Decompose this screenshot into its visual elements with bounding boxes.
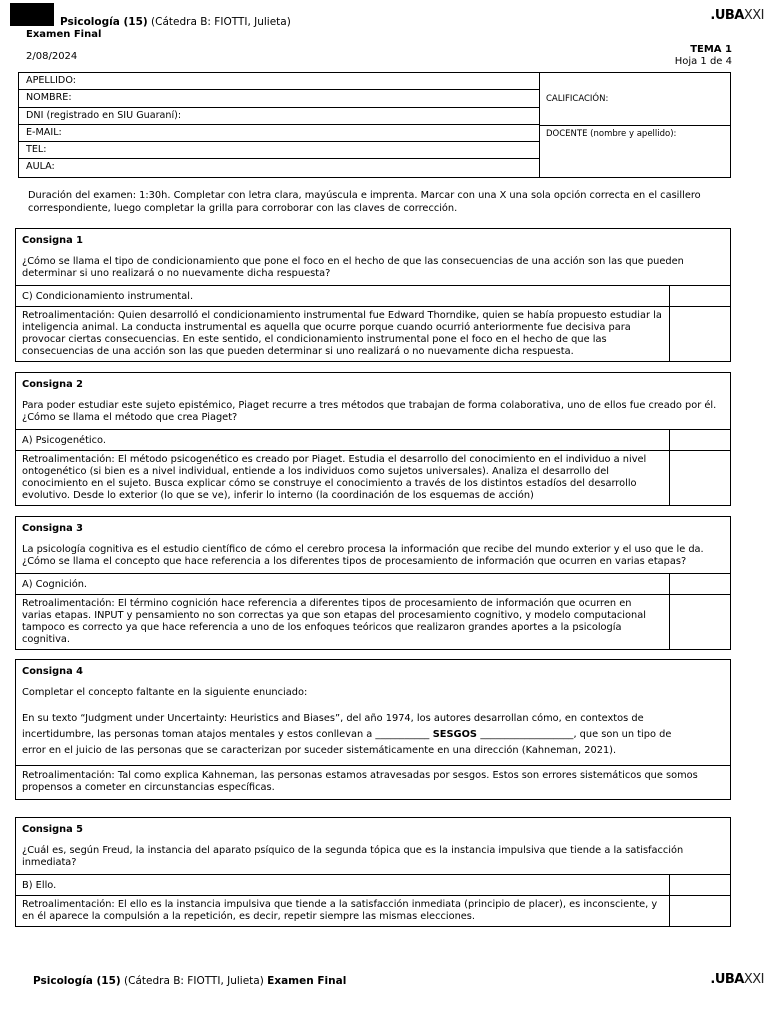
blank-after: ___________________ (480, 729, 574, 740)
student-id-form (18, 72, 731, 178)
consigna-2-question-area (16, 373, 730, 430)
answer-row (16, 286, 730, 307)
feedback-text: Retroalimentación: Quien desarrolló el condicionamiento instrumental fue Edward Thorndike, quien se había propuesto estudiar la inteligencia animal. La conducta instrumental es aquella que ocurre porque cuando ocurrió anteriormente fue decisiva para provocar ciertas consecuencias. En este sentido, el condicionamiento instrumental pone el foco en el hecho de que las consecuencias de una acción son las que pueden determinar si uno realizará o no nuevamente dicha respuesta. (22, 310, 662, 357)
feedback-row (16, 766, 730, 799)
brand-main: .UBA (710, 8, 744, 23)
consigna-3 (15, 516, 731, 650)
feedback-box[interactable] (669, 307, 730, 361)
field-aula[interactable]: AULA: (26, 161, 55, 173)
brand-suffix: XXI (743, 8, 764, 23)
consigna-title: Consigna 3 (22, 523, 83, 534)
footer-course-name: Psicología (15) (33, 975, 121, 987)
consigna-4-question-area (16, 660, 730, 766)
consigna-title: Consigna 1 (22, 235, 83, 246)
feedback-box[interactable] (669, 595, 730, 649)
statement-line-3: error en el juicio de las personas que se caracterizan por suceder sistemáticamente en una dirección (Kahneman, 2021). (22, 745, 617, 756)
fill-in-answer[interactable]: SESGOS (429, 729, 481, 740)
feedback-row (16, 307, 730, 361)
feedback-text: Retroalimentación: El término cognición hace referencia a diferentes tipos de procesamiento de información que ocurren en varias etapas. INPUT y pensamiento no son correctas ya que son etapas del procesamiento cognitivo, y modelo computacional tampoco es correcto ya que hace referencia a uno de los enfoques teóricos que realizaron grandes aportes a la psicología cognitiva. (22, 598, 646, 645)
tema-label: TEMA 1 (690, 44, 732, 55)
course-chair: (Cátedra B: FIOTTI, Julieta) (151, 16, 291, 28)
exam-instructions: Duración del examen: 1:30h. Completar con letra clara, mayúscula e imprenta. Marcar con una X una sola opción correcta en el casillero correspondiente, luego completar la grilla para corroborar con las claves de corrección. (28, 190, 701, 214)
answer-checkbox[interactable] (669, 875, 730, 895)
consigna-5 (15, 817, 731, 927)
answer-text: B) Ello. (22, 880, 57, 891)
consigna-2 (15, 372, 731, 506)
consigna-5-question-area (16, 818, 730, 875)
footer-course-title (33, 975, 346, 987)
answer-row (16, 574, 730, 595)
footer-brand-main: .UBA (710, 972, 744, 987)
answer-checkbox[interactable] (669, 430, 730, 450)
answer-text: C) Condicionamiento instrumental. (22, 291, 194, 302)
statement-line-1: En su texto “Judgment under Uncertainty: Heuristics and Biases”, del año 1974, los autores desarrollan cómo, en contextos de (22, 713, 644, 724)
uba-logo (10, 3, 54, 26)
answer-row (16, 875, 730, 896)
line-2-end: , que son un tipo de (573, 729, 672, 740)
consigna-question: ¿Cómo se llama el tipo de condicionamiento que pone el foco en el hecho de que las consecuencias de una acción son las que pueden determinar si uno realizará o no nuevamente dicha respuesta? (22, 256, 684, 279)
feedback-box[interactable] (669, 896, 730, 926)
consigna-title: Consigna 2 (22, 379, 83, 390)
uba-xxi-brand (710, 8, 764, 23)
consigna-question: La psicología cognitiva es el estudio científico de cómo el cerebro procesa la información que recibe del mundo exterior y el uso que le da. ¿Cómo se llama el concepto que hace referencia a los diferentes tipos de procesamiento de información que ocurren en varias etapas? (22, 544, 704, 567)
exam-type: Examen Final (26, 29, 102, 40)
answer-text: A) Psicogenético. (22, 435, 106, 446)
answer-row (16, 430, 730, 451)
answer-checkbox[interactable] (669, 286, 730, 306)
consigna-prompt: Completar el concepto faltante en la siguiente enunciado: (22, 687, 308, 698)
field-tel[interactable]: TEL: (19, 142, 539, 159)
feedback-row (16, 451, 730, 505)
field-nombre[interactable]: NOMBRE: (19, 90, 539, 107)
field-email[interactable]: E-MAIL: (19, 125, 539, 142)
footer-uba-xxi-brand (710, 972, 764, 987)
feedback-row (16, 896, 730, 926)
footer-brand-suffix: XXI (743, 972, 764, 987)
blank-before: ___________ (375, 729, 430, 740)
feedback-text: Retroalimentación: El ello es la instancia impulsiva que tiende a la satisfacción inmediata (principio de placer), es inconsciente, y en él aparece la compulsión a la repetición, es decir, repetir siempre las mismas elecciones. (22, 899, 658, 922)
field-apellido[interactable]: APELLIDO: (19, 73, 539, 90)
feedback-text: Retroalimentación: Tal como explica Kahneman, las personas estamos atravesadas por sesgos. Estos son errores sistemáticos que somos propensos a cometer en circunstancias específicas. (22, 770, 698, 793)
consigna-4 (15, 659, 731, 800)
header-course-title (60, 16, 291, 28)
feedback-row (16, 595, 730, 649)
consigna-question: ¿Cuál es, según Freud, la instancia del aparato psíquico de la segunda tópica que es la instancia impulsiva que tiende a la satisfacción inmediata? (22, 845, 684, 868)
field-dni[interactable]: DNI (registrado en SIU Guaraní): (19, 108, 539, 125)
line-2-start: incertidumbre, las personas toman atajos mentales y estos conllevan a (22, 729, 376, 740)
consigna-1-question-area (16, 229, 730, 286)
consigna-1 (15, 228, 731, 362)
exam-date: 2/08/2024 (26, 51, 78, 62)
consigna-title: Consigna 4 (22, 666, 83, 677)
footer-chair: (Cátedra B: FIOTTI, Julieta) (124, 975, 264, 987)
consigna-question: Para poder estudiar este sujeto epistémico, Piaget recurre a tres métodos que trabajan de forma colaborativa, uno de ellos fue creado por él. ¿Cómo se llama el método que crea Piaget? (22, 400, 717, 423)
field-calificacion[interactable]: CALIFICACIÓN: (540, 73, 730, 126)
field-docente[interactable]: DOCENTE (nombre y apellido): (546, 129, 677, 139)
page-count: Hoja 1 de 4 (674, 56, 732, 67)
consigna-title: Consigna 5 (22, 824, 83, 835)
feedback-box[interactable] (669, 451, 730, 505)
footer-exam-type: Examen Final (267, 975, 347, 987)
answer-text: A) Cognición. (22, 579, 88, 590)
student-fields (19, 73, 540, 177)
answer-checkbox[interactable] (669, 574, 730, 594)
course-name: Psicología (15) (60, 16, 148, 28)
consigna-3-question-area (16, 517, 730, 574)
feedback-text: Retroalimentación: El método psicogenético es creado por Piaget. Estudia el desarrollo del conocimiento en el individuo a nivel ontogenético (si bien es a nivel individual, entiende a los individuos como sujetos universales). Analiza el desarrollo del conocimiento en el sujeto. Busca explicar cómo se construye el conocimiento a través de los distintos estadíos del desarrollo evolutivo. Desde lo exterior (lo que se ve), inferir lo interno (la coordinación de los esquemas de acción) (22, 454, 647, 501)
statement-line-2 (22, 727, 724, 743)
